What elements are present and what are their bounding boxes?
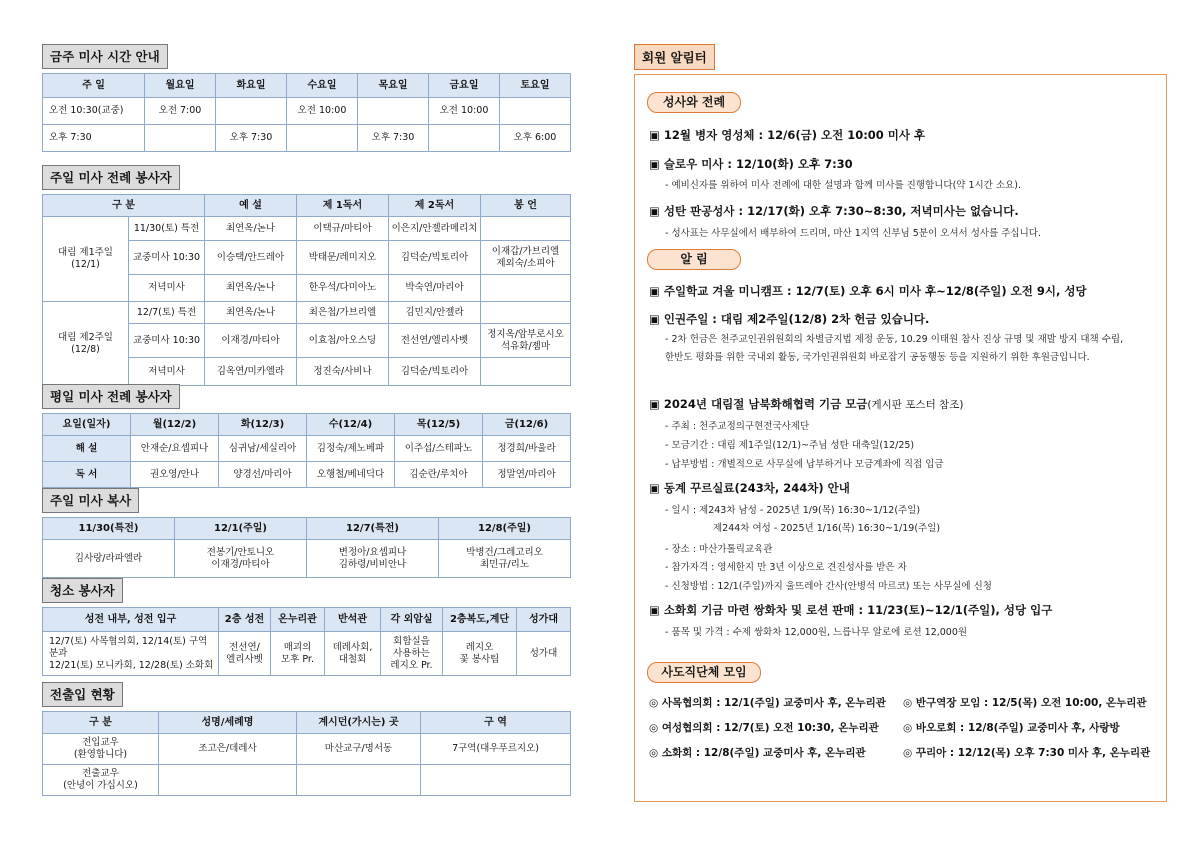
service-cell: 11/30(토) 특전 <box>129 217 205 241</box>
header-cell: 요일(일자) <box>43 414 131 436</box>
role-label: 해 설 <box>43 436 131 462</box>
meeting-item: ◎ 꾸리아 : 12/12(목) 오후 7:30 미사 후, 온누리관 <box>903 747 1151 759</box>
transfer-cell: 조고은/데레사 <box>159 734 297 765</box>
service-cell: 김정숙/제노베파 <box>307 436 395 462</box>
meeting-item: ◎ 사목협의회 : 12/1(주일) 교중미사 후, 온누리관 <box>649 697 886 709</box>
transfer-cell <box>421 765 571 796</box>
header-cell: 계시던(가시는) 곳 <box>297 712 421 734</box>
sunday-service-section <box>42 165 570 386</box>
service-cell <box>481 358 571 386</box>
service-cell: 안재순/요셉피나 <box>131 436 219 462</box>
cleaning-cell: 매괴의 모후 Pr. <box>271 632 325 676</box>
service-cell: 이은지/안젤라메리치 <box>389 217 481 241</box>
notice-header <box>634 44 715 70</box>
transfer-title: 전출입 현황 <box>42 682 123 707</box>
header-cell: 11/30(특전) <box>43 518 175 540</box>
table-row <box>43 217 571 241</box>
service-cell: 김옥연/미카엘라 <box>205 358 297 386</box>
service-cell: 전선연/엘리사벳 <box>389 324 481 358</box>
mass-time-cell <box>216 98 287 125</box>
transfer-cell: 전출교우 (안녕이 가십시오) <box>43 765 159 796</box>
header-cell: 2층 성전 <box>219 608 271 632</box>
table-row <box>43 302 571 324</box>
header-cell: 2층복도,계단 <box>443 608 517 632</box>
service-cell: 한우석/다미아노 <box>297 275 389 302</box>
cleaning-cell: 성가대 <box>517 632 571 676</box>
meeting-item: ◎ 반구역장 모임 : 12/5(목) 오전 10:00, 온누리관 <box>903 697 1147 709</box>
service-cell: 박숙연/마리아 <box>389 275 481 302</box>
header-cell: 제 1독서 <box>297 195 389 217</box>
cleaning-table <box>42 607 571 676</box>
mass-time-cell <box>500 98 571 125</box>
transfer-cell: 7구역(대우푸르지오) <box>421 734 571 765</box>
mass-time-cell: 오후 7:30 <box>358 125 429 152</box>
notice-item: ▣ 소화회 기금 마련 쌍화차 및 로션 판매 : 11/23(토)~12/1(주일), 성당 입구 <box>649 603 1053 617</box>
notice-panel <box>634 74 1167 802</box>
header-cell: 각 외암실 <box>381 608 443 632</box>
header-cell: 성전 내부, 성전 입구 <box>43 608 219 632</box>
item-note: (게시판 포스터 참조) <box>867 399 964 411</box>
cleaning-cell: 12/7(토) 사목협의회, 12/14(토) 구역분과 12/21(토) 모니카회, 12/28(토) 소화회 <box>43 632 219 676</box>
header-cell: 12/1(주일) <box>175 518 307 540</box>
service-cell: 김덕순/빅토리아 <box>389 358 481 386</box>
table-row <box>43 632 571 676</box>
altar-server-cell: 김사랑/라파엘라 <box>43 540 175 578</box>
header-cell: 화요일 <box>216 74 287 98</box>
transfer-cell: 전입교우 (환영합니다) <box>43 734 159 765</box>
mass-schedule-table <box>42 73 571 152</box>
cleaning-cell: 전선연/ 엘리사벳 <box>219 632 271 676</box>
sunday-altar-table <box>42 517 571 578</box>
sacrament-pill: 성사와 전례 <box>647 92 741 113</box>
service-cell: 최연옥/논나 <box>205 217 297 241</box>
header-cell: 목요일 <box>358 74 429 98</box>
sunday-altar-title: 주일 미사 복사 <box>42 488 139 513</box>
header-cell: 반석관 <box>325 608 381 632</box>
notice-detail: - 납부방법 : 개별적으로 사무실에 납부하거나 모금계좌에 직접 입금 <box>665 459 944 470</box>
mass-time-cell: 오후 7:30 <box>43 125 145 152</box>
cleaning-cell: 회합실을 사용하는 레지오 Pr. <box>381 632 443 676</box>
notice-item: ▣ 슬로우 미사 : 12/10(화) 오후 7:30 <box>649 157 853 171</box>
meeting-item: ◎ 소화회 : 12/8(주일) 교중미사 후, 온누리관 <box>649 747 866 759</box>
sunday-service-title: 주일 미사 전례 봉사자 <box>42 165 180 190</box>
service-cell: 권오영/안나 <box>131 462 219 488</box>
weekday-service-table <box>42 413 571 488</box>
header-cell: 구 역 <box>421 712 571 734</box>
sunday-service-table <box>42 194 571 386</box>
service-cell: 정경희/바울라 <box>483 436 571 462</box>
role-label: 독 서 <box>43 462 131 488</box>
notice-item: ▣ 인권주일 : 대림 제2주일(12/8) 2차 헌금 있습니다. <box>649 312 930 326</box>
transfer-cell: 마산교구/명서동 <box>297 734 421 765</box>
transfer-section <box>42 682 570 796</box>
header-cell: 구 분 <box>43 712 159 734</box>
table-row <box>43 414 571 436</box>
table-row <box>43 436 571 462</box>
header-cell: 성가대 <box>517 608 571 632</box>
service-cell: 심귀남/세실리아 <box>219 436 307 462</box>
altar-server-cell: 변정아/요셉피나 김하령/비비안나 <box>307 540 439 578</box>
service-cell <box>481 275 571 302</box>
weekday-service-section <box>42 384 570 488</box>
service-cell: 최은첩/가브리엘 <box>297 302 389 324</box>
weekday-service-title: 평일 미사 전례 봉사자 <box>42 384 180 409</box>
service-cell <box>481 302 571 324</box>
notice-item: ▣ 12월 병자 영성체 : 12/6(금) 오전 10:00 미사 후 <box>649 128 926 142</box>
service-cell: 정지옥/암부로시오 석유화/젬마 <box>481 324 571 358</box>
cleaning-section <box>42 578 570 676</box>
mass-time-cell: 오전 7:00 <box>145 98 216 125</box>
service-cell: 이승택/안드레아 <box>205 241 297 275</box>
service-cell: 이택규/마티아 <box>297 217 389 241</box>
mass-time-cell <box>287 125 358 152</box>
notice-item: ▣ 성탄 판공성사 : 12/17(화) 오후 7:30~8:30, 저녁미사는 없습니다. <box>649 204 1019 218</box>
service-cell: 이효첩/아오스딩 <box>297 324 389 358</box>
header-cell: 목(12/5) <box>395 414 483 436</box>
cleaning-cell: 레지오 꽃 봉사팀 <box>443 632 517 676</box>
service-cell: 교중미사 10:30 <box>129 241 205 275</box>
notice-title: 회원 알림터 <box>634 44 715 70</box>
altar-server-cell: 전봉기/안토니오 이재경/마티아 <box>175 540 307 578</box>
service-group-label: 대림 제2주일 (12/8) <box>43 302 129 386</box>
meeting-item: ◎ 바오로회 : 12/8(주일) 교중미사 후, 사랑방 <box>903 722 1120 734</box>
service-cell: 정말연/마리아 <box>483 462 571 488</box>
mass-time-cell: 오전 10:00 <box>287 98 358 125</box>
meeting-item: ◎ 여성협의회 : 12/7(토) 오전 10:30, 온누리관 <box>649 722 879 734</box>
announce-pill: 알 림 <box>647 249 741 270</box>
service-cell: 저녁미사 <box>129 275 205 302</box>
service-cell: 김순란/루치아 <box>395 462 483 488</box>
notice-detail: - 참가자격 : 영세한지 만 3년 이상으로 견진성사를 받은 자 <box>665 562 907 573</box>
header-cell: 12/7(특전) <box>307 518 439 540</box>
table-row <box>43 765 571 796</box>
notice-item: ▣ 주일학교 겨울 미니캠프 : 12/7(토) 오후 6시 미사 후~12/8(주일) 오전 9시, 성당 <box>649 284 1087 298</box>
notice-detail: 제244차 여성 - 2025년 1/16(목) 16:30~1/19(주일) <box>713 523 941 534</box>
service-cell <box>481 217 571 241</box>
header-cell: 예 설 <box>205 195 297 217</box>
header-cell: 주 일 <box>43 74 145 98</box>
cleaning-cell: 데레사회, 대철회 <box>325 632 381 676</box>
cleaning-title: 청소 봉사자 <box>42 578 123 603</box>
table-row <box>43 195 571 217</box>
mass-time-cell: 오후 7:30 <box>216 125 287 152</box>
header-cell: 12/8(주일) <box>439 518 571 540</box>
notice-detail: - 2차 헌금은 천주교인권위원회의 차별금지법 제정 운동, 10.29 이태원 참사 진상 규명 및 재발 방지 대책 수립, 한반도 평화를 위한 국내외 활동, 국가인권위원회 바로잡기 공동행동 등을 지원하기 위한 후원금입니다. <box>665 334 1124 363</box>
table-row <box>43 608 571 632</box>
notice-detail: - 일시 : 제243차 남성 - 2025년 1/9(목) 16:30~1/12(주일) <box>665 505 921 516</box>
service-cell: 최연옥/논나 <box>205 275 297 302</box>
mass-time-cell <box>145 125 216 152</box>
header-cell: 수(12/4) <box>307 414 395 436</box>
service-cell: 교중미사 10:30 <box>129 324 205 358</box>
notice-detail: - 장소 : 마산가톨릭교육관 <box>665 544 773 555</box>
service-cell: 정진숙/사비나 <box>297 358 389 386</box>
mass-time-cell: 오전 10:30(교중) <box>43 98 145 125</box>
notice-detail: - 성사표는 사무실에서 배부하여 드리며, 마산 1지역 신부님 5분이 오셔서 성사를 주십니다. <box>665 228 1041 239</box>
header-cell: 수요일 <box>287 74 358 98</box>
header-cell: 구 분 <box>43 195 205 217</box>
notice-item: ▣ 동계 꾸르실료(243차, 244차) 안내 <box>649 481 850 495</box>
notice-detail: - 주최 : 천주교정의구현전국사제단 <box>665 421 810 432</box>
service-cell: 김민지/안젤라 <box>389 302 481 324</box>
header-cell: 월요일 <box>145 74 216 98</box>
service-cell: 저녁미사 <box>129 358 205 386</box>
transfer-table <box>42 711 571 796</box>
header-cell: 제 2독서 <box>389 195 481 217</box>
notice-detail: - 예비신자를 위하여 미사 전례에 대한 설명과 함께 미사를 진행합니다(약 1시간 소요). <box>665 180 1021 191</box>
service-cell: 양경선/마리아 <box>219 462 307 488</box>
service-cell: 박태문/레미지오 <box>297 241 389 275</box>
header-cell: 화(12/3) <box>219 414 307 436</box>
service-cell: 12/7(토) 특전 <box>129 302 205 324</box>
service-cell: 이재갑/가브리엘 제외숙/소피아 <box>481 241 571 275</box>
mass-schedule-section <box>42 44 570 152</box>
table-row <box>43 462 571 488</box>
service-cell: 최연옥/논나 <box>205 302 297 324</box>
header-cell: 토요일 <box>500 74 571 98</box>
header-cell: 금(12/6) <box>483 414 571 436</box>
header-cell: 성명/세례명 <box>159 712 297 734</box>
table-row <box>43 540 571 578</box>
altar-server-cell: 박병건/그레고리오 최민규/리노 <box>439 540 571 578</box>
notice-detail: - 모금기간 : 대림 제1주일(12/1)~주님 성탄 대축일(12/25) <box>665 440 915 451</box>
header-cell: 온누리관 <box>271 608 325 632</box>
notice-detail: - 품목 및 가격 : 수제 쌍화차 12,000원, 느릅나무 알로에 로션 12,000원 <box>665 627 968 638</box>
sunday-altar-section <box>42 488 570 578</box>
mass-time-cell <box>358 98 429 125</box>
org-pill: 사도직단체 모임 <box>647 662 761 683</box>
service-group-label: 대림 제1주일 (12/1) <box>43 217 129 302</box>
service-cell: 이재경/마티아 <box>205 324 297 358</box>
service-cell: 김덕순/빅토리아 <box>389 241 481 275</box>
mass-time-cell: 오후 6:00 <box>500 125 571 152</box>
notice-item: ▣ 2024년 대림절 남북화해협력 기금 모금(게시판 포스터 참조) <box>649 397 964 411</box>
table-row <box>43 734 571 765</box>
table-row <box>43 712 571 734</box>
service-cell: 이주섭/스테파노 <box>395 436 483 462</box>
transfer-cell <box>159 765 297 796</box>
service-cell: 오행철/베네딕다 <box>307 462 395 488</box>
transfer-cell <box>297 765 421 796</box>
header-cell: 금요일 <box>429 74 500 98</box>
mass-time-cell: 오전 10:00 <box>429 98 500 125</box>
mass-time-cell <box>429 125 500 152</box>
header-cell: 봉 언 <box>481 195 571 217</box>
mass-schedule-title: 금주 미사 시간 안내 <box>42 44 168 69</box>
header-cell: 월(12/2) <box>131 414 219 436</box>
notice-detail: - 신청방법 : 12/1(주일)까지 울뜨레아 간사(안병석 마르코) 또는 사무실에 신청 <box>665 581 992 592</box>
table-row <box>43 518 571 540</box>
